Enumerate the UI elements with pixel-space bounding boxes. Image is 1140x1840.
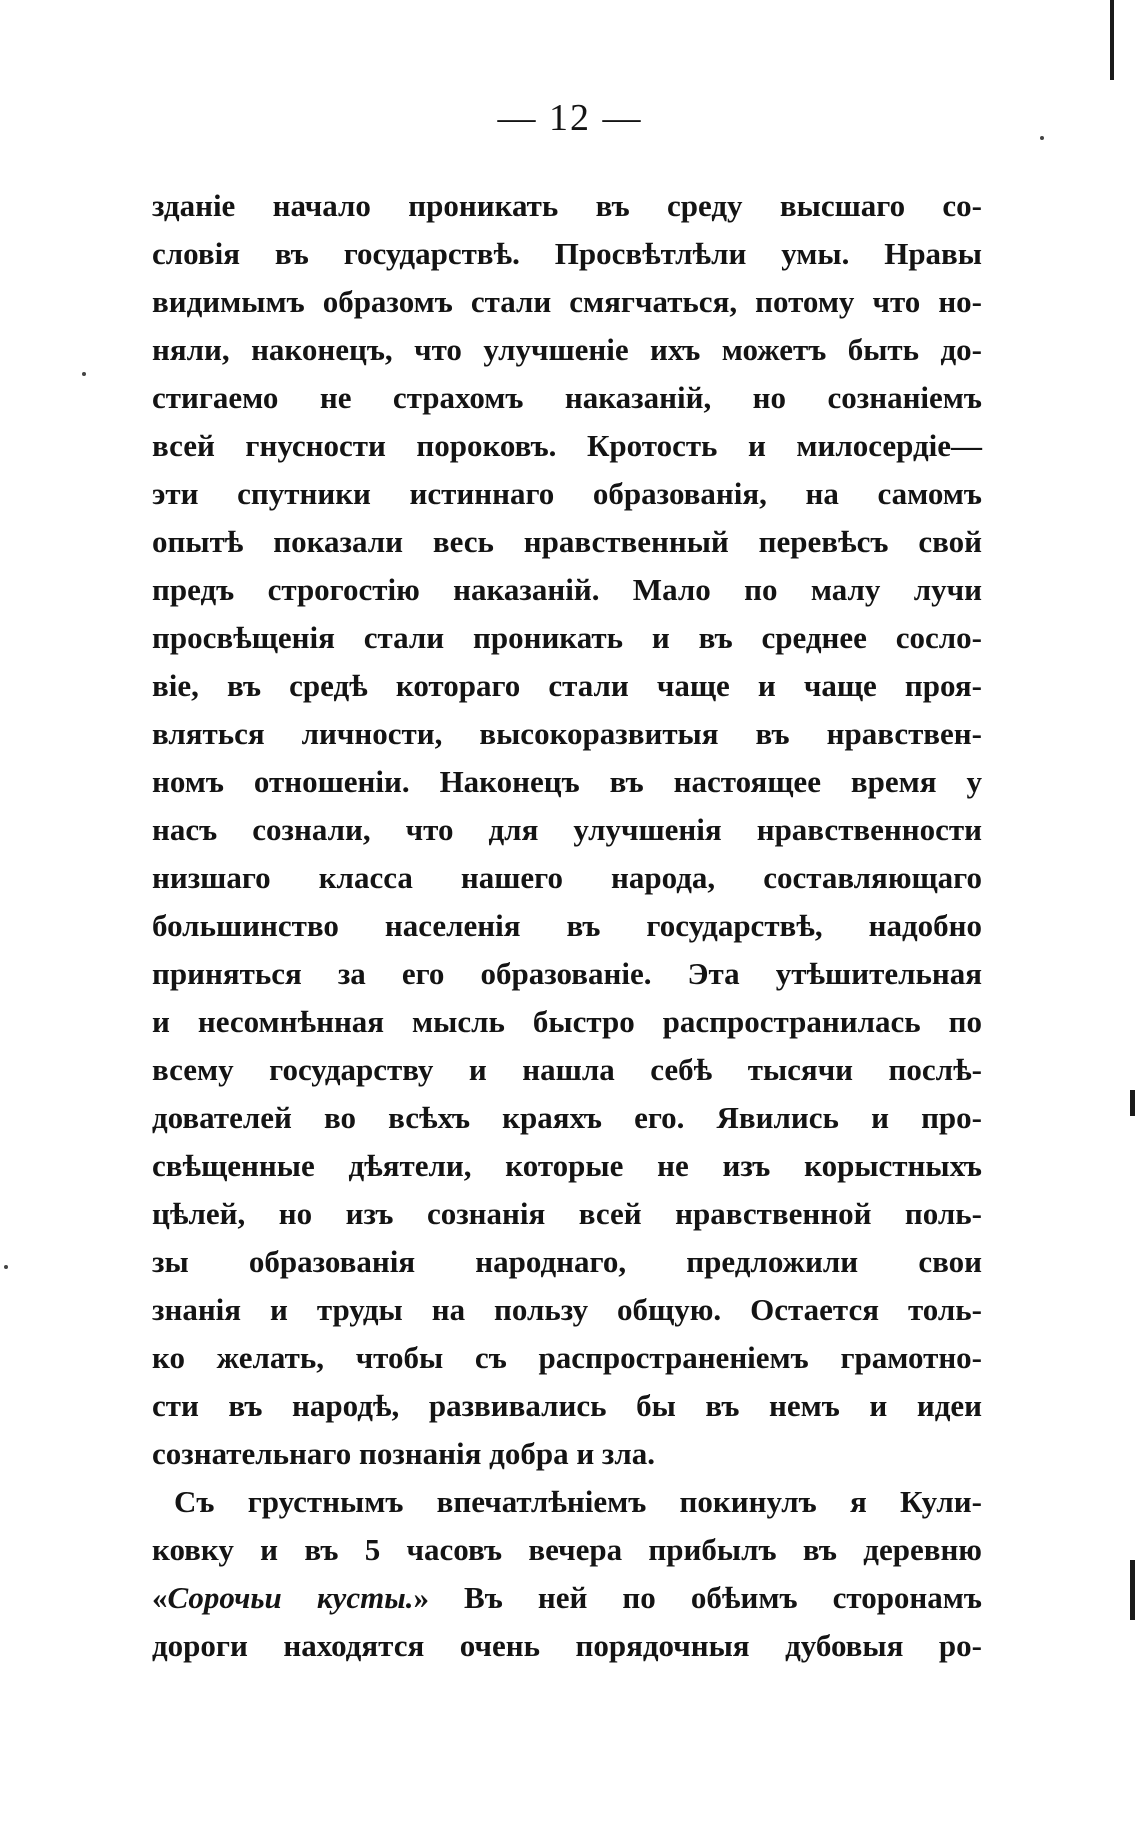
text-line-4: няли, наконецъ, что улучшеніе ихъ можетъ быть до- — [152, 332, 982, 367]
text-line-7: эти спутники истиннаго образованія, на самомъ — [152, 476, 982, 511]
text-line-22: цѣлей, но изъ сознанія всей нравственной поль- — [152, 1196, 982, 1231]
text-line-24: знанія и труды на пользу общую. Остается толь- — [152, 1292, 982, 1327]
paragraph-2-line-2: ковку и въ 5 часовъ вечера прибылъ въ деревню — [152, 1532, 982, 1567]
text-line-15: низшаго класса нашего народа, составляющаго — [152, 860, 982, 895]
text-line-5: стигаемо не страхомъ наказаній, но сознаніемъ — [152, 380, 982, 415]
body-text — [152, 182, 982, 1670]
text-line-18: и несомнѣнная мысль быстро распространилась по — [152, 1004, 982, 1039]
right-edge-mark-mid — [1130, 1090, 1135, 1116]
text-line-19: всему государству и нашла себѣ тысячи послѣ- — [152, 1052, 982, 1087]
paragraph-2-line-3 — [152, 1574, 982, 1622]
text-line-11: віе, въ средѣ котораго стали чаще и чаще проя- — [152, 668, 982, 703]
text-line-23: зы образованія народнаго, предложили свои — [152, 1244, 982, 1279]
close-quote: » — [413, 1580, 429, 1615]
paragraph-2-line-1: Съ грустнымъ впечатлѣніемъ покинулъ я Кули- — [174, 1484, 982, 1519]
text-line-17: приняться за его образованіе. Эта утѣшительная — [152, 956, 982, 991]
text-line-2: словія въ государствѣ. Просвѣтлѣли умы. Нравы — [152, 236, 982, 271]
right-edge-mark-top — [1110, 0, 1114, 80]
right-edge-mark-low — [1130, 1560, 1135, 1620]
paragraph-2-line-4: дороги находятся очень порядочныя дубовыя ро- — [152, 1628, 982, 1663]
paragraph-2-line-3-rest: Въ ней по обѣимъ сторонамъ — [428, 1580, 982, 1615]
text-line-1: зданіе начало проникать въ среду высшаго со- — [152, 188, 982, 223]
text-line-14: насъ сознали, что для улучшенія нравственности — [152, 812, 982, 847]
page-number: — 12 — — [497, 97, 643, 139]
scan-speck-upper-left — [82, 372, 86, 376]
text-line-13: номъ отношеніи. Наконецъ въ настоящее время у — [152, 764, 982, 799]
text-line-6: всей гнусности пороковъ. Кротость и милосердіе— — [152, 428, 982, 463]
text-line-8: опытѣ показали весь нравственный перевѣсъ свой — [152, 524, 982, 559]
text-line-21: свѣщенные дѣятели, которые не изъ корыстныхъ — [152, 1148, 982, 1183]
scan-speck-left — [4, 1265, 8, 1269]
scan-speck-upper-right — [1040, 136, 1044, 140]
text-line-10: просвѣщенія стали проникать и въ среднее сосло- — [152, 620, 982, 655]
text-line-26: сти въ народѣ, развивались бы въ немъ и идеи — [152, 1388, 982, 1423]
place-name-italic: Сорочьи кусты. — [167, 1580, 414, 1615]
text-line-12: вляться личности, высокоразвитыя въ нравствен- — [152, 716, 982, 751]
open-quote: « — [152, 1580, 168, 1615]
text-line-3: видимымъ образомъ стали смягчаться, потому что но- — [152, 284, 982, 319]
text-line-27: сознательнаго познанія добра и зла. — [152, 1436, 656, 1471]
text-line-20: дователей во всѣхъ краяхъ его. Явились и про- — [152, 1100, 982, 1135]
text-line-25: ко желать, чтобы съ распространеніемъ грамотно- — [152, 1340, 982, 1375]
text-line-16: большинство населенія въ государствѣ, надобно — [152, 908, 982, 943]
text-line-9: предъ строгостію наказаній. Мало по малу лучи — [152, 572, 982, 607]
